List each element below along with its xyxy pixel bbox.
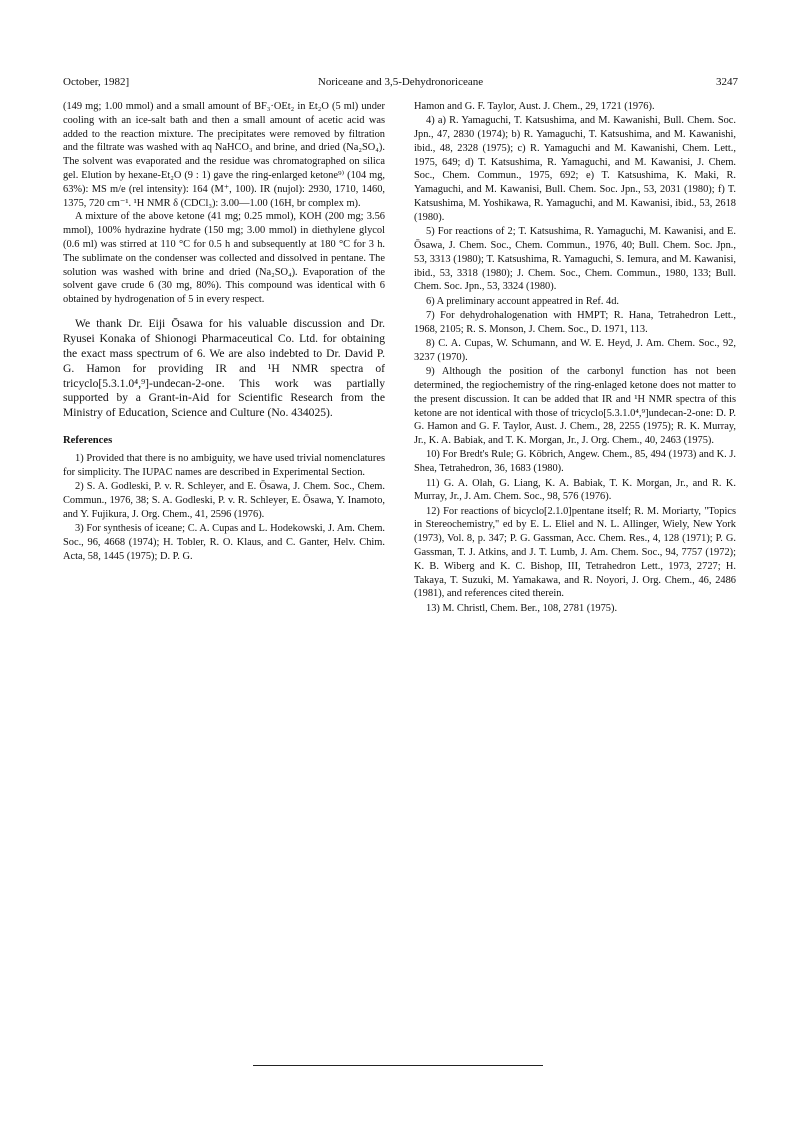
reference-item: 1) Provided that there is no ambiguity, we have used trivial nomenclatures for simplicity. The IUPAC names are described in Experimental Section.	[63, 453, 385, 478]
experimental-paragraph-2: A mixture of the above ketone (41 mg; 0.25 mmol), KOH (200 mg; 3.56 mmol), 100% hydrazine hydrate (150 mg; 3.00 mmol) in diethylene glycol (0.6 ml) was stirred at 110 °C for 0.5 h and subsequently at 180 °C for 3 h. The sublimate on the condenser was collected and dissolved in pentane. The solution was washed with brine and dried (Na₂SO₄). Evaporation of the solvent gave crude 6 (30 mg, 80%). This compound was identical with 6 obtained by hydrogenation of 5 in every respect.	[63, 211, 385, 306]
reference-item: 12) For reactions of bicyclo[2.1.0]pentane itself; R. M. Moriarty, "Topics in Stereochemistry," ed by E. L. Eliel and N. L. Allinger, Wiely, New York (1973), Vol. 8, p. 347; P. G. Gassman, Acc. Chem. Res., 4, 128 (1971); P. G. Gassman, T. J. Atkins, and J. T. Lumb, J. Am. Chem. Soc., 94, 7757 (1972); K. B. Wiberg and K. C. Bishop, III, Tetrahedron Lett., 1973, 2727; H. Takaya, T. Suzuki, M. Yamakawa, and R. Noyori, J. Org. Chem., 46, 2486 (1981), and references cited therein.	[414, 505, 736, 600]
reference-item: 4) a) R. Yamaguchi, T. Katsushima, and M. Kawanishi, Bull. Chem. Soc. Jpn., 47, 2830 (1974); b) R. Yamaguchi, T. Katsushima, and M. Kawanishi, ibid., 48, 2328 (1975); c) R. Yamaguchi and M. Kawanishi, Chem. Lett., 1975, 649; d) T. Katsushima, R. Yamaguchi, and M. Kawanisi, J. Chem. Soc., Chem. Commun., 1975, 692; e) T. Katsushima, K. Maki, R. Yamaguchi, and M. Kawanisi, Bull. Chem. Soc. Jpn., 53, 2031 (1980); f) T. Katsushima, M. Yoshikawa, R. Yamaguchi, and M. Kawanisi, ibid., 53, 2618 (1980).	[414, 115, 736, 223]
reference-item: 7) For dehydrohalogenation with HMPT; R. Hana, Tetrahedron Lett., 1968, 2105; R. S. Monson, J. Chem. Soc., D. 1971, 113.	[414, 309, 736, 335]
references-heading: References	[63, 435, 113, 447]
end-of-article-rule	[253, 1065, 543, 1066]
left-column	[63, 100, 385, 564]
reference-item: 8) C. A. Cupas, W. Schumann, and W. E. Heyd, J. Am. Chem. Soc., 92, 3237 (1970).	[414, 338, 736, 363]
reference-item: 13) M. Christl, Chem. Ber., 108, 2781 (1975).	[426, 602, 618, 614]
header-page-number: 3247	[716, 76, 738, 88]
reference-item: 5) For reactions of 2; T. Katsushima, R. Yamaguchi, M. Kawanisi, and E. Ōsawa, J. Chem. Soc., Chem. Commun., 1976, 40; Bull. Chem. Soc. Jpn., 53, 3313 (1980); T. Katsushima, R. Yamaguchi, S. Iemura, and M. Kawanisi, ibid., 53, 3318 (1980); J. Chem. Soc., Chem. Commun., 1980, 133; Bull. Chem. Soc. Jpn., 53, 3324 (1980).	[414, 226, 736, 293]
reference-item: 6) A preliminary account appeatred in Ref. 4d.	[426, 295, 620, 307]
acknowledgment: We thank Dr. Eiji Ōsawa for his valuable discussion and Dr. Ryusei Konaka of Shionogi Pharmaceutical Co. Ltd. for obtaining the exact mass spectrum of 6. We are also indebted to Dr. David P. G. Hamon for providing IR and ¹H NMR spectra of tricyclo[5.3.1.0⁴,⁹]-undecan-2-one. This work was partially supported by a Grant-in-Aid for Scientific Research from the Ministry of Education, Science and Culture (No. 434025).	[63, 316, 385, 420]
reference-item: Hamon and G. F. Taylor, Aust. J. Chem., 29, 1721 (1976).	[414, 101, 655, 112]
experimental-paragraph-1: (149 mg; 1.00 mmol) and a small amount of BF₃·OEt₂ in Et₂O (5 ml) under cooling with an ice-salt bath and then a small amount of acetic acid was added to the reaction mixture. The precipitates were removed by filtration and the filtrate was washed with aq NaHCO₃ and brine, and dried (Na₂SO₄). The solvent was evaporated and the residue was chromatographed on silica gel. Elution by hexane-Et₂O (9 : 1) gave the ring-enlarged ketone⁹⁾ (104 mg, 63%): MS m/e (rel intensity): 164 (M⁺, 100). IR (nujol): 2930, 1710, 1460, 1375, 720 cm⁻¹. ¹H NMR δ (CDCl₃): 3.00—1.00 (16H, br complex m).	[63, 101, 385, 209]
header-date: October, 1982]	[63, 76, 130, 88]
reference-item: 11) G. A. Olah, G. Liang, K. A. Babiak, T. K. Morgan, Jr., and R. K. Murray, Jr., J. Am. Chem. Soc., 98, 576 (1976).	[414, 477, 736, 503]
reference-item: 10) For Bredt's Rule; G. Köbrich, Angew. Chem., 85, 494 (1973) and K. J. Shea, Tetrahedron, 36, 1683 (1980).	[414, 449, 736, 475]
reference-item: 9) Although the position of the carbonyl function has not been determined, the regiochemistry of the ring-enlaged ketone does not matter to the present discussion. It can be added that IR and ¹H NMR spectra of this ketone are not identical with those of tricyclo[5.3.1.0⁴,⁹]undecan-2-one: D. P. G. Hamon and G. F. Taylor, Aust. J. Chem., 28, 2255 (1975); R. K. Murray, Jr., K. A. Babiak, and T. K. Morgan, Jr., J. Org. Chem., 40, 2463 (1975).	[414, 366, 736, 447]
running-header	[63, 76, 738, 92]
header-title: Noriceane and 3,5-Dehydronoriceane	[317, 76, 484, 88]
reference-item: 3) For synthesis of iceane; C. A. Cupas and L. Hodekowski, J. Am. Chem. Soc., 96, 4668 (1974); H. Tobler, R. O. Klaus, and C. Ganter, Helv. Chim. Acta, 58, 1445 (1975); D. P. G.	[63, 523, 385, 562]
right-column	[414, 100, 736, 616]
reference-item: 2) S. A. Godleski, P. v. R. Schleyer, and E. Ōsawa, J. Chem. Soc., Chem. Commun., 1976, 38; S. A. Godleski, P. v. R. Schleyer, E. Ōsawa, Y. Inamoto, and Y. Fujikura, J. Org. Chem., 41, 2596 (1976).	[63, 481, 385, 520]
